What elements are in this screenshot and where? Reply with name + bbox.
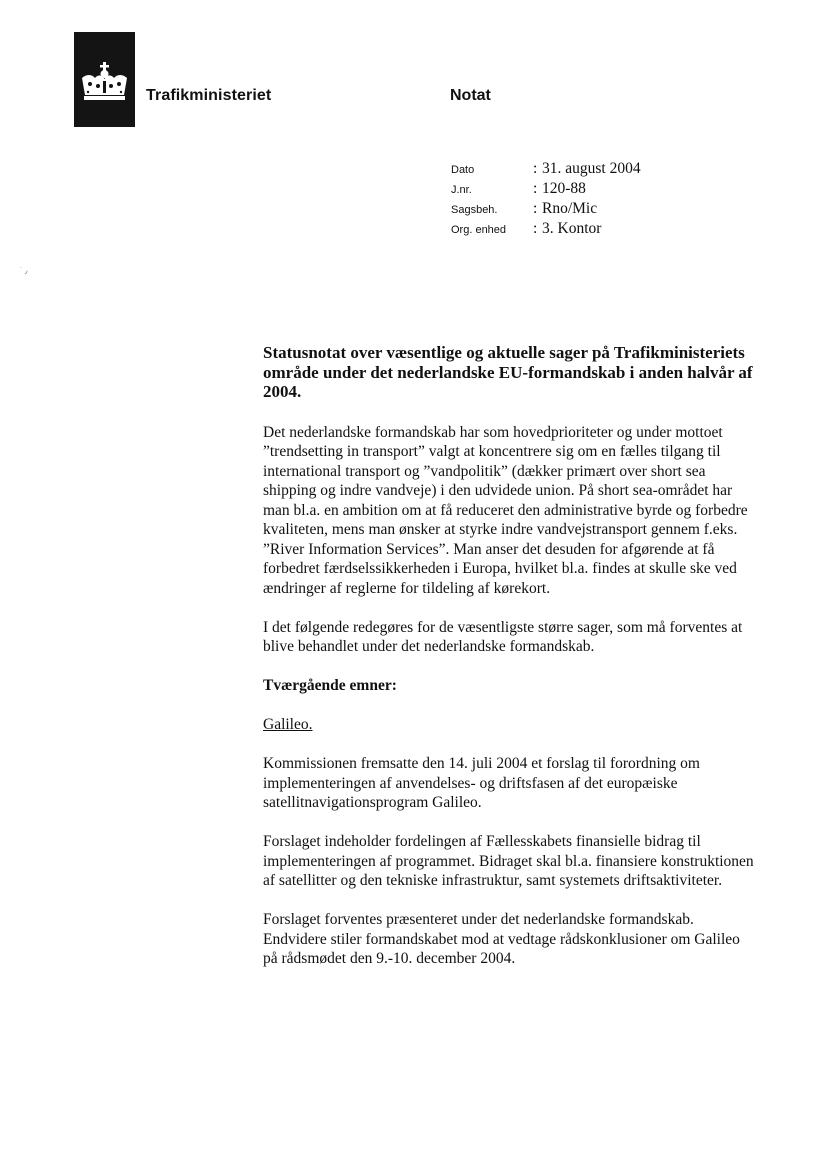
metadata-value: Rno/Mic <box>542 200 598 217</box>
document-title: Statusnotat over væsentlige og aktuelle sager på Trafikministeriets område under det nederlandske EU-formandskab i anden halvår af 2004. <box>263 343 753 401</box>
metadata-value: 120-88 <box>542 180 586 197</box>
document-type: Notat <box>450 87 491 104</box>
metadata-row-unit: Org. enhed : 3. Kontor <box>451 220 641 240</box>
paragraph: Kommissionen fremsatte den 14. juli 2004 et forslag til forordning om implementeringen af anvendelses- og driftsfasen af det europæiske satellitnavigationsprogram Galileo. <box>263 755 700 811</box>
metadata-label: Sagsbeh. <box>451 204 498 216</box>
paragraph: Forslaget forventes præsenteret under det nederlandske formandskab. Endvidere stiler formandskabet mod at vedtage rådskonklusioner om Galileo på rådsmødet den 9.-10. december 2004. <box>263 911 740 967</box>
metadata-value: 31. august 2004 <box>542 160 641 177</box>
metadata-label: J.nr. <box>451 184 472 196</box>
section-heading: Tværgående emner: <box>263 677 397 694</box>
metadata-row-handler: Sagsbeh. : Rno/Mic <box>451 200 641 220</box>
paragraph: Forslaget indeholder fordelingen af Fællesskabets finansielle bidrag til implementeringen af programmet. Bidraget skal bl.a. finansiere konstruktionen af satellitter og den tekniske infrastruktur, samt systemets driftsaktiviteter. <box>263 833 754 889</box>
paragraph: I det følgende redegøres for de væsentligste større sager, som må forventes at blive behandlet under det nederlandske formandskab. <box>263 618 743 655</box>
ministry-name: Trafikministeriet <box>146 87 272 104</box>
scan-artifact: ˙ ٫ <box>20 266 28 275</box>
metadata-table <box>451 160 641 240</box>
metadata-label: Dato <box>451 164 475 176</box>
topic-heading: Galileo. <box>263 716 313 733</box>
document-body <box>263 343 758 988</box>
metadata-row-date: Dato : 31. august 2004 <box>451 160 641 180</box>
metadata-value: 3. Kontor <box>542 220 602 237</box>
crown-icon <box>78 62 131 102</box>
metadata-row-journal: J.nr. : 120-88 <box>451 180 641 200</box>
paragraph: Det nederlandske formandskab har som hovedprioriteter og under mottoet ”trendsetting in transport” valgt at koncentrere sig om en fælles tilgang til international transport og ”vandpolitik” (dækker primært over short sea shipping og indre vandveje) i den udvidede union. På short sea-området har man bl.a. en ambition om at få reduceret den administrative byrde og forbedre kvaliteten, mens man ønsker at styrke indre vandvejstransport gennem f.eks. ”River Information Services”. Man anser det desuden for afgørende at få forbedret færdselssikkerheden i Europa, hvilket bl.a. findes at skulle ske ved ændringer af reglerne for tildeling af kørekort. <box>263 423 748 597</box>
metadata-label: Org. enhed <box>451 224 507 236</box>
ministry-logo <box>74 32 135 127</box>
